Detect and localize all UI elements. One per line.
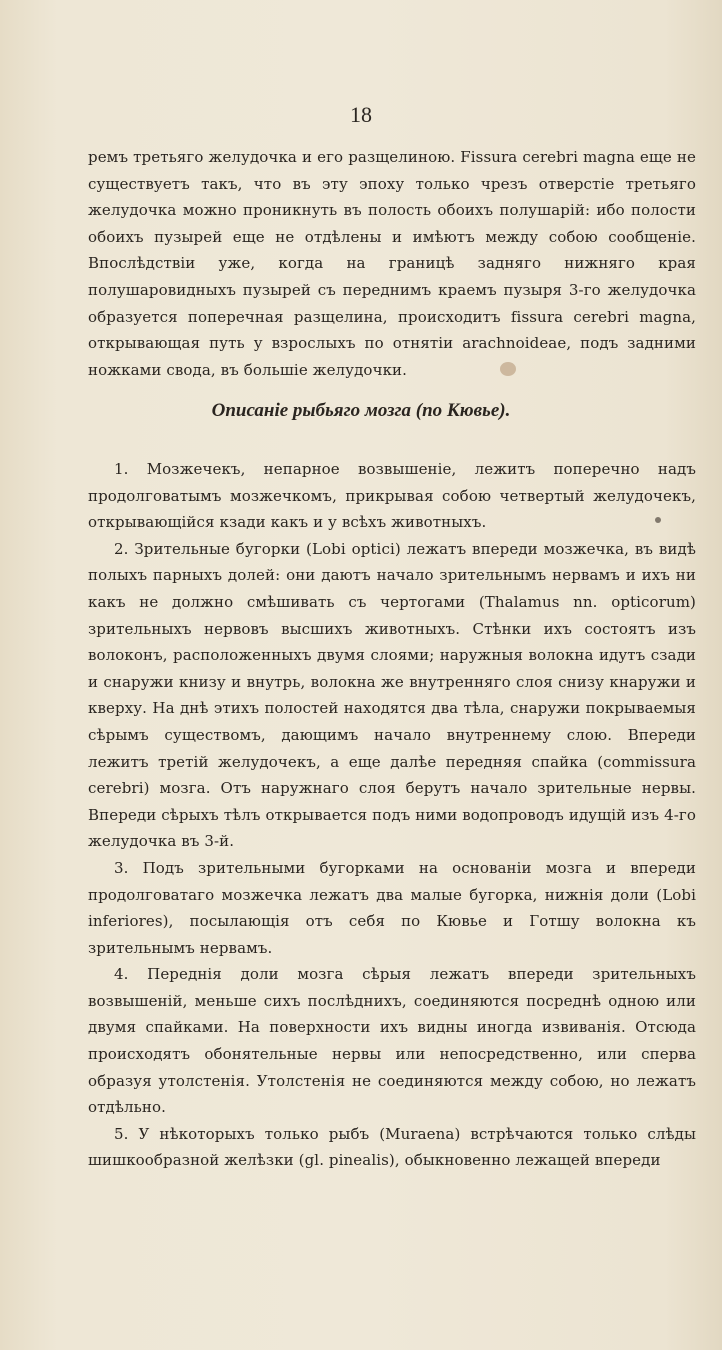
paper-stain (655, 517, 661, 523)
list-item: 5. У нѣкоторыхъ только рыбъ (Muraena) встрѣчаются только слѣды шишкообразной желѣзки (gl. pinealis), обыкновенно лежащей впереди (88, 1124, 696, 1170)
list-item: 2. Зрительные бугорки (Lobi optici) лежатъ впереди мозжечка, въ видѣ полыхъ парныхъ долей: они даютъ начало зрительнымъ нервамъ и ихъ ни какъ не должно смѣшивать съ чертогами (Thalamus nn. opticorum) зрительныхъ нервовъ высшихъ животныхъ. Стѣнки ихъ состоятъ изъ волоконъ, расположенныхъ двумя слоями; наружныя волокна идутъ сзади и снаружи книзу и внутрь, волокна же внутренняго слоя снизу кнаружи и кверху. На днѣ этихъ полостей находятся два тѣла, снаружи покрываемыя сѣрымъ существомъ, дающимъ начало внутреннему слою. Впереди лежитъ третій желудочекъ, а еще далѣе передняя спайка (commissura cerebri) мозга. Отъ наружнаго слоя берутъ начало зрительные нервы. Впереди сѣрыхъ тѣлъ открывается подъ ними водопроводъ идущій изъ 4-го желудочка въ 3-й. (88, 539, 696, 851)
page-number: 18 (350, 102, 372, 127)
paper-stain (500, 362, 516, 376)
list-item: 1. Мозжечекъ, непарное возвышеніе, лежитъ поперечно надъ продолговатымъ мозжечкомъ, прикрывая собою четвертый желудочекъ, открывающійся кзади какъ и у всѣхъ животныхъ. (88, 460, 696, 532)
list-item: 4. Переднія доли мозга сѣрыя лежатъ впереди зрительныхъ возвышеній, меньше сихъ послѣднихъ, соединяются посреднѣ одною или двумя спайками. На поверхности ихъ видны иногда извиванія. Отсюда происходятъ обонятельные нервы или непосредственно, или сперва образуя утолстенія. Утолстенія не соединяются между собою, но лежатъ отдѣльно. (88, 965, 696, 1117)
section-heading: Описаніе рыбьяго мозга (по Кювье). (211, 400, 511, 421)
list-item: 3. Подъ зрительными бугорками на основаніи мозга и впереди продолговатаго мозжечка лежатъ два малые бугорка, нижнія доли (Lobi inferiores), посылающія отъ себя по Кювье и Готшу волокна къ зрительнымъ нервамъ. (88, 858, 696, 957)
items-text-block (88, 456, 696, 1174)
intro-text-block (88, 144, 696, 383)
intro-paragraph: ремъ третьяго желудочка и его разщелиною. Fissura cerebri magna еще не существуетъ такъ, что въ эту эпоху только чрезъ отверстіе третьяго желудочка можно проникнуть въ полость обоихъ полушарій: ибо полости обоихъ пузырей еще не отдѣлены и имѣютъ между собою сообщеніе. Впослѣдствіи уже, когда на границѣ задняго нижняго края полушаровидныхъ пузырей съ переднимъ краемъ пузыря 3-го желудочка образуется поперечная разщелина, происходитъ fissura cerebri magna, открывающая путь у взрослыхъ по отнятіи arachnoideae, подъ задними ножками свода, въ большіе желудочки. (88, 148, 696, 379)
